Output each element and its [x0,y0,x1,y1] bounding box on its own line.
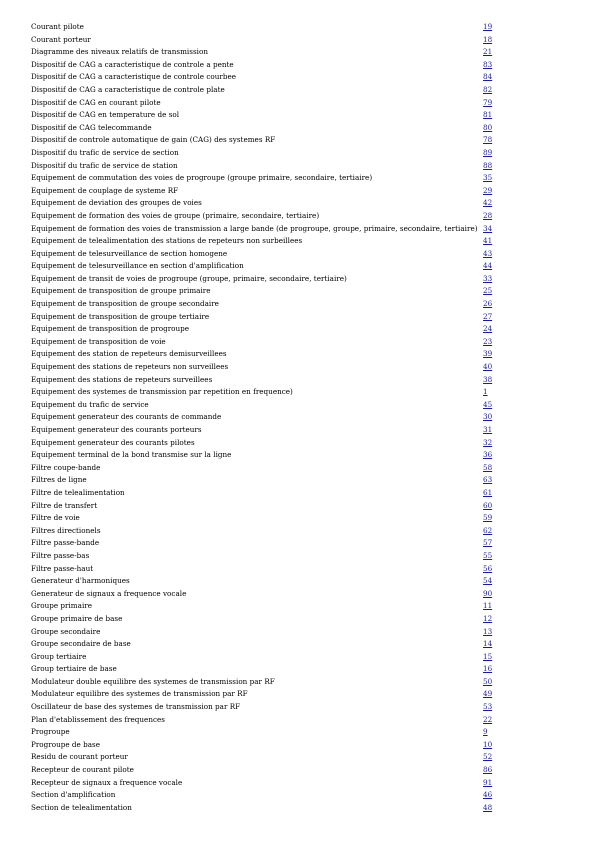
index-entry [31,500,571,513]
index-entry [31,688,571,701]
page-number-link[interactable]: 63 [483,475,493,485]
page-number-link[interactable]: 26 [483,299,493,309]
index-entry [31,676,571,689]
index-term: Group tertiaire de base [31,664,117,674]
index-entry [31,789,571,802]
page-number-link[interactable]: 24 [483,324,493,334]
index-term: Equipement de transposition de progroupe [31,324,190,334]
index-term: Courant porteur [31,34,91,44]
index-entry [31,726,571,739]
index-entry [31,474,571,487]
index-entry [31,751,571,764]
page-number-link[interactable]: 62 [483,525,493,535]
page-number-link[interactable]: 88 [483,160,493,170]
page-number-link[interactable]: 82 [483,84,493,94]
index-term: Equipement generateur des courants porteurs [31,425,202,434]
index-term: Recepteur de signaux a frequence vocale [31,777,183,787]
page-number-link[interactable]: 46 [483,790,493,800]
index-entry [31,600,571,613]
index-term: Modulateur equilibre des systemes de transmission par RF [31,689,248,699]
index-entry [31,134,571,147]
index-term: Equipement de formation des voies de transmission a large bande (de progroupe, groupe, primaire, secondaire, tertiaire) [31,223,478,233]
index-entry [31,160,571,173]
page-number-link[interactable]: 44 [483,261,493,271]
index-term: Dispositif de CAG en courant pilote [31,97,161,107]
index-entry [31,298,571,311]
index-term: Equipement des stations de repeteurs non surveillees [31,362,229,372]
index-term: Filtres de ligne [31,475,87,485]
index-term: Filtre de telealimentation [31,487,125,497]
page-number-link[interactable]: 48 [483,802,493,812]
index-entry [31,109,571,122]
page-number-link[interactable]: 53 [483,702,493,712]
index-term: Section de telealimentation [31,802,132,812]
index-entry [31,336,571,349]
index-list [31,21,571,814]
index-term: Progroupe [31,727,70,737]
index-entry [31,714,571,727]
index-entry [31,273,571,286]
page-number-link[interactable]: 29 [483,185,493,195]
page-number-link[interactable]: 31 [483,425,493,434]
index-term: Residu de courant porteur [31,752,128,762]
index-term: Filtre coupe-bande [31,462,101,472]
index-term: Equipement de transposition de voie [31,336,166,346]
index-term: Groupe primaire de base [31,613,123,623]
index-term: Equipement generateur des courants de commande [31,412,222,422]
page-number-link[interactable]: 28 [483,210,493,220]
page-number-link[interactable]: 9 [483,727,488,737]
index-term: Equipement de deviation des groupes de voies [31,198,202,208]
index-entry [31,323,571,336]
page-number-link[interactable]: 61 [483,487,493,497]
index-entry [31,399,571,412]
index-entry [31,651,571,664]
page-number-link[interactable]: 38 [483,374,493,384]
index-term: Filtre passe-haut [31,563,94,573]
page-number-link[interactable]: 86 [483,765,493,775]
page-number-link[interactable]: 11 [483,601,493,611]
page-number-link[interactable]: 12 [483,613,493,623]
index-entry [31,197,571,210]
index-entry [31,34,571,47]
index-term: Equipement de transposition de groupe tertiaire [31,311,210,321]
index-term: Filtre de voie [31,513,80,523]
index-entry [31,588,571,601]
index-term: Oscillateur de base des systemes de transmission par RF [31,702,241,712]
index-entry [31,613,571,626]
index-entry [31,122,571,135]
index-entry [31,563,571,576]
index-term: Modulateur double equilibre des systemes de transmission par RF [31,676,275,686]
page-number-link[interactable]: 16 [483,664,493,674]
index-term: Dispositif de CAG a caracteristique de controle courbee [31,72,237,82]
index-term: Filtre passe-bande [31,538,100,548]
index-term: Generateur d'harmoniques [31,576,130,586]
page-number-link[interactable]: 80 [483,122,493,132]
index-entry [31,235,571,248]
index-entry [31,348,571,361]
index-entry [31,248,571,261]
index-term: Equipement terminal de la bond transmise sur la ligne [31,450,232,460]
page-number-link[interactable]: 45 [483,399,493,409]
index-term: Equipement de transposition de groupe primaire [31,286,211,296]
page-number-link[interactable]: 50 [483,676,493,686]
index-term: Filtre passe-bas [31,550,90,560]
index-entry [31,449,571,462]
index-entry [31,285,571,298]
page-number-link[interactable]: 36 [483,450,493,460]
index-term: Equipement de commutation des voies de progroupe (groupe primaire, secondaire, tertiaire) [31,173,373,183]
page-number-link[interactable]: 60 [483,500,493,510]
page-number-link[interactable]: 10 [483,739,493,749]
index-entry [31,802,571,815]
page-number-link[interactable]: 39 [483,349,493,359]
page-number-link[interactable]: 83 [483,59,493,69]
page-number-link[interactable]: 35 [483,173,493,183]
page-number-link[interactable]: 18 [483,34,493,44]
page-number-link[interactable]: 49 [483,689,493,699]
index-entry [31,525,571,538]
page-number-link[interactable]: 30 [483,412,493,422]
page-number-link[interactable]: 13 [483,626,493,636]
index-term: Progroupe de base [31,739,101,749]
index-entry [31,663,571,676]
page-number-link[interactable]: 33 [483,273,493,283]
index-term: Dispositif du trafic de service de section [31,147,179,157]
index-term: Dispositif du trafic de service de station [31,160,178,170]
index-entry [31,701,571,714]
index-entry [31,172,571,185]
index-entry [31,46,571,59]
index-term: Filtres directionels [31,525,101,535]
page-number-link[interactable]: 91 [483,777,493,787]
page-number-link[interactable]: 55 [483,550,493,560]
index-entry [31,260,571,273]
index-term: Diagramme des niveaux relatifs de transmission [31,47,208,57]
index-term: Groupe primaire [31,601,92,611]
index-entry [31,386,571,399]
index-term: Dispositif de CAG a caracteristique de controle plate [31,84,225,94]
index-term: Filtre de transfert [31,500,98,510]
page-number-link[interactable]: 19 [483,22,493,31]
page-number-link[interactable]: 42 [483,198,493,208]
page-number-link[interactable]: 27 [483,311,493,321]
index-entry [31,424,571,437]
index-entry [31,223,571,236]
index-term: Plan d'etablissement des frequences [31,714,165,724]
index-term: Section d'amplification [31,790,116,800]
index-entry [31,374,571,387]
page-number-link[interactable]: 40 [483,362,493,372]
index-entry [31,147,571,160]
index-term: Dispositif de CAG telecommande [31,122,152,132]
index-entry [31,84,571,97]
index-entry [31,512,571,525]
index-term: Courant pilote [31,22,84,31]
index-term: Equipement de transposition de groupe secondaire [31,299,219,309]
index-entry [31,764,571,777]
page-number-link[interactable]: 25 [483,286,493,296]
index-term: Equipement de telealimentation des stations de repeteurs non surbeillees [31,236,303,246]
page-number-link[interactable]: 58 [483,462,493,472]
page-number-link[interactable]: 79 [483,97,493,107]
index-entry [31,537,571,550]
index-term: Groupe secondaire de base [31,639,131,649]
page-number-link[interactable]: 22 [483,714,493,724]
index-term: Equipement des station de repeteurs demisurveillees [31,349,227,359]
page-number-link[interactable]: 15 [483,651,493,661]
index-entry [31,575,571,588]
page-number-link[interactable]: 84 [483,72,493,82]
page-number-link[interactable]: 41 [483,236,493,246]
page-number-link[interactable]: 1 [483,387,488,397]
index-term: Equipement de telesurveillance de section homogene [31,248,228,258]
page-number-link[interactable]: 59 [483,513,493,523]
index-term: Dispositif de controle automatique de gain (CAG) des systemes RF [31,135,276,145]
page-number-link[interactable]: 90 [483,588,493,598]
page-number-link[interactable]: 78 [483,135,493,145]
index-entry [31,487,571,500]
page-number-link[interactable]: 56 [483,563,493,573]
page-number-link[interactable]: 54 [483,576,493,586]
page-number-link[interactable]: 34 [483,223,493,233]
page-number-link[interactable]: 57 [483,538,493,548]
index-entry [31,739,571,752]
page-number-link[interactable]: 21 [483,47,493,57]
index-entry [31,71,571,84]
index-term: Equipement de transit de voies de progroupe (groupe, primaire, secondaire, tertiaire) [31,273,347,283]
index-term: Dispositif de CAG a caracteristique de controle a pente [31,59,234,69]
index-term: Equipement de couplage de systeme RF [31,185,179,195]
index-term: Dispositif de CAG en temperature de sol [31,110,180,120]
index-entry [31,59,571,72]
index-entry [31,550,571,563]
index-entry [31,210,571,223]
index-entry [31,638,571,651]
index-term: Equipement des stations de repeteurs surveillees [31,374,213,384]
index-entry [31,185,571,198]
page-number-link[interactable]: 14 [483,639,493,649]
index-term: Recepteur de courant pilote [31,765,134,775]
index-entry [31,21,571,34]
index-entry [31,311,571,324]
index-term: Equipement des systemes de transmission par repetition en frequence) [31,387,293,397]
page-number-link[interactable]: 23 [483,336,493,346]
page-number-link[interactable]: 52 [483,752,493,762]
index-entry [31,462,571,475]
index-entry [31,777,571,790]
index-term: Equipement de formation des voies de groupe (primaire, secondaire, tertiaire) [31,210,320,220]
index-entry [31,626,571,639]
index-term: Equipement du trafic de service [31,399,149,409]
index-term: Generateur de signaux a frequence vocale [31,588,187,598]
index-entry [31,97,571,110]
index-term: Equipement de telesurveillance en section d'amplification [31,261,244,271]
index-term: Group tertiaire [31,651,87,661]
index-entry [31,437,571,450]
page-number-link[interactable]: 81 [483,110,493,120]
index-term: Equipement generateur des courants pilotes [31,437,195,447]
index-term: Groupe secondaire [31,626,101,636]
page-number-link[interactable]: 89 [483,147,493,157]
index-entry [31,361,571,374]
page-number-link[interactable]: 43 [483,248,493,258]
index-entry [31,411,571,424]
page-number-link[interactable]: 32 [483,437,493,447]
